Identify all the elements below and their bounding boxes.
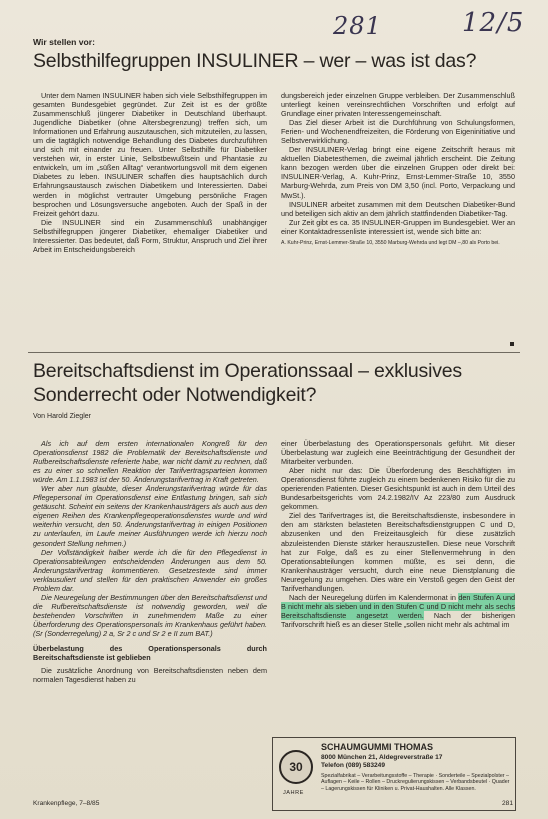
paragraph: INSULINER arbeitet zusammen mit dem Deutschen Diabetiker-Bund und beteiligen sich aktiv an dem jährlich stattfindenden Diabetiker-Tag. bbox=[281, 199, 515, 218]
handwritten-fraction: 12/5 bbox=[462, 8, 525, 38]
ad-title: SCHAUMGUMMI THOMAS bbox=[321, 742, 433, 752]
paragraph: einer Überbelastung des Operationspersonals geführt. Mit dieser Überbelastung war zugleich eine Beeinträchtigung der Gesundheit der Mitarbeiter verbunden. bbox=[281, 439, 515, 467]
paragraph: Zur Zeit gibt es ca. 35 INSULINER-Gruppen im Bundesgebiet. Wer an einer Kontaktadressenliste interessiert ist, wende sich bitte an: bbox=[281, 217, 515, 236]
paragraph: dungsbereich jeder einzelnen Gruppe verbleiben. Der Zusammenschluß unterliegt keinen vereinsrechtlichen Vorschriften und erfolgt auf Grundlage einer privaten Interessengemeinschaft. bbox=[281, 91, 515, 119]
paragraph: Der Vollständigkeit halber werde ich die für den Pflegedienst in Operationsabteilungen entscheidenden Änderungen aus dem 50. Änderungstarifvertrag kommentieren. Gesetzestexte sind immer verklausuliert und stellen für den praktischen Anwender ein großes Problem dar. bbox=[33, 547, 267, 593]
paragraph: Unter dem Namen INSULINER haben sich viele Selbsthilfegruppen im gesamten Bundesgebiet gegründet. Zur Zeit ist es der größte Zusammenschluß jüngerer Diabetiker in Deutschland überhaupt. Jugendliche Diabetiker (ohne Altersbegrenzung) treffen sich, um Informationen und Erfahrung auszutauschen, sich mitzuteilen, zu lassen, um die tagtäglich notwendige Behandlung des Diabetes durchzuführen und sich mit einander zu freuen. Unter Selbsthilfe für Diabetiker verstehen wir, in erster Linie, Selbstbewußtsein und Phantasie zu entwickeln, um im „süßen Alltag“ verantwortungsvoll mit dem eigenen Diabetes zu leben. INSULINER schaffen dies hauptsächlich durch Erfahrungsaustausch zwischen Diabetikern und Interessierten. Dabei werden in möglichst vertrauter Umgebung persönliche Fragen besprochen und Lösungsversuche angeboten. Auch der Spaß in der Freizeit gehört dazu. bbox=[33, 91, 267, 218]
paragraph: Ziel des Tarifvertrages ist, die Bereitschaftsdienste, insbesondere in den am stärksten belasteten Bereitschaftsdienstgruppen C und D, abzusenken und den Freizeitausgleich für diese zusätzlich abzuleistenden Dienste stärker herauszustellen. Diese neue Vorschrift hat zur Folge, daß es zu einer Stellenvermehrung in den Operationsabteilungen kommen müßte, es sei denn, die Krankenhausträger versucht, durch eine neue Dienstplanung die Neuregelung zu umgehen. Dies wäre ein Verstoß gegen den Geist der Tarifverhandlungen. bbox=[281, 511, 515, 593]
handwritten-page-number: 281 bbox=[333, 12, 382, 40]
highlighted-text: den Stufen A und B nicht mehr als sieben und in den Stufen C und D nicht mehr als sechs Bereitschaftsdienste angesetzt werden. bbox=[281, 592, 516, 620]
ad-text: Spezialfabrikat – Verarbeitungsstoffe – Therapie · Sonderteile – Spezialpolster – Auflagen – Keile – Rollen – Druckregulierungskissen – Verbandsbeutel · Quader – Lagerungskissen für Kliniken u. Privat-Haushalten. Alle Klassen. bbox=[321, 773, 510, 792]
paragraph: Wer aber nun glaubte, dieser Änderungstarifvertrag würde für das Pflegepersonal im Operationsdienst eine Entlastung bringen, sah sich getäuscht. Scheint ein seitens der Krankenhausträgers als auch aus den eigenen Reihen des Krankenpflegeoperationsdienstes wurde und wird weiterhin versucht, den 50. Änderungstarifvertrag in einigen Positionen zu unterlaufen, im Laufe meiner Ausführungen werde ich hierzu noch gesondert Stellung nehmen.) bbox=[33, 484, 267, 548]
article1-columns bbox=[33, 91, 515, 254]
footer-page-number: 281 bbox=[502, 800, 514, 807]
paragraph: Als ich auf dem ersten internationalen Kongreß für den Operationsdienst 1982 die Problematik der Bereitschaftsdienste und Rufbereitschaftsdienste referierte habe, war nicht damit zu rechnen, daß es zu einer so schnellen Reaktion der Tarifvertragsparteien kommen würde. Am 1.1.1983 ist der 50. Änderungstarifvertrag in Kraft getreten. bbox=[33, 439, 267, 485]
article2-col-left bbox=[33, 439, 267, 684]
article1-col-left bbox=[33, 91, 267, 254]
badge-number: 30 bbox=[289, 760, 303, 774]
end-mark bbox=[510, 342, 514, 346]
paragraph: Die Neuregelung der Bestimmungen über den Bereitschaftsdienst und die Rufbereitschaftsdienste ist notwendig geworden, weil die bestehenden Vorschriften in zunehmendem Maße zu einer Überforderung des Operationspersonals im Krankenhaus geführt haben. (Sr (Sonderregelung) 2 a, Sr 2 c und Sr 2 e II zum BAT.) bbox=[33, 592, 267, 638]
paragraph: Die zusätzliche Anordnung von Bereitschaftsdiensten neben dem normalen Tagesdienst haben zu bbox=[33, 666, 267, 685]
anniversary-badge bbox=[279, 750, 313, 784]
text-span: Nach der Neuregelung dürfen im Kalendermonat in bbox=[289, 592, 459, 602]
paragraph: Aber nicht nur das: Die Überforderung des Beschäftigten im Operationsdienst führte zugleich zu einem bedenkenen Risiko für die zu operierenden Patienten. Dieser Gesichtspunkt ist auch in dem Urteil des Bundesarbeitsgerichts vom 24.2.1982/IV Az 223/80 zum Ausdruck gekommen. bbox=[281, 466, 515, 512]
badge-label: JAHRE bbox=[283, 790, 304, 796]
subheading: Überbelastung des Operationspersonals durch Bereitschaftsdienste ist geblieben bbox=[33, 644, 267, 663]
paragraph: Der INSULINER-Verlag bringt eine eigene Zeitschrift heraus mit aktuellen Diabetesthemen, die zweimal jährlich erscheint. Die Zeitung kann bezogen werden über die einzelnen Gruppen oder direkt bei: INSULINER-Verlag, A. Kuhr-Prinz, Ernst-Lemmer-Straße 10, 3550 Marburg-Wehrda, zum Preis von DM 3,50 (incl. Porto, Verpackung und MwSt.). bbox=[281, 145, 515, 200]
paragraph bbox=[281, 593, 515, 629]
footer-source: Krankenpflege, 7–8/85 bbox=[33, 800, 100, 807]
article1-kicker: Wir stellen vor: bbox=[33, 37, 96, 47]
article2-title: Bereitschaftsdienst im Operationssaal – exklusives Sonderrecht oder Notwendigkeit? bbox=[33, 360, 462, 406]
text-span: Nach der bisherigen Tarifvorschrift hieß es an dieser Stelle „sollen nicht mehr als achtmal im bbox=[281, 610, 515, 629]
article2-columns bbox=[33, 439, 515, 684]
footnote: A. Kuhr-Prinz, Ernst-Lemmer-Straße 10, 3550 Marburg-Wehrda und legt DM –,80 als Porto bei. bbox=[281, 239, 500, 246]
article1-col-right bbox=[281, 91, 515, 254]
article2-col-right bbox=[281, 439, 515, 684]
article1-title: Selbsthilfegruppen INSULINER – wer – was ist das? bbox=[33, 50, 477, 72]
ad-address: 8000 München 21, Aldegreverstraße 17 bbox=[321, 754, 443, 761]
article2-byline: Von Harold Ziegler bbox=[33, 413, 91, 420]
advertisement-box bbox=[272, 737, 516, 811]
section-divider bbox=[28, 352, 520, 353]
ad-address-block bbox=[321, 754, 442, 770]
paragraph: Die INSULINER sind ein Zusammenschluß unabhängiger Selbsthilfegruppen jüngerer Diabetiker, ehemaliger Diabetiker und Interessierter. Das bedeutet, daß Form, Struktur, Anspruch und Ziel ihrer Arbeit im Entscheidungsbereich bbox=[33, 217, 267, 254]
ad-phone: Telefon (089) 583249 bbox=[321, 762, 386, 769]
paragraph: Das Ziel dieser Arbeit ist die Durchführung von Schulungsformen, Ferien- und Wochenendfreizeiten, die Förderung von Eigeninitiative und Selbstverwirklichung. bbox=[281, 118, 515, 146]
